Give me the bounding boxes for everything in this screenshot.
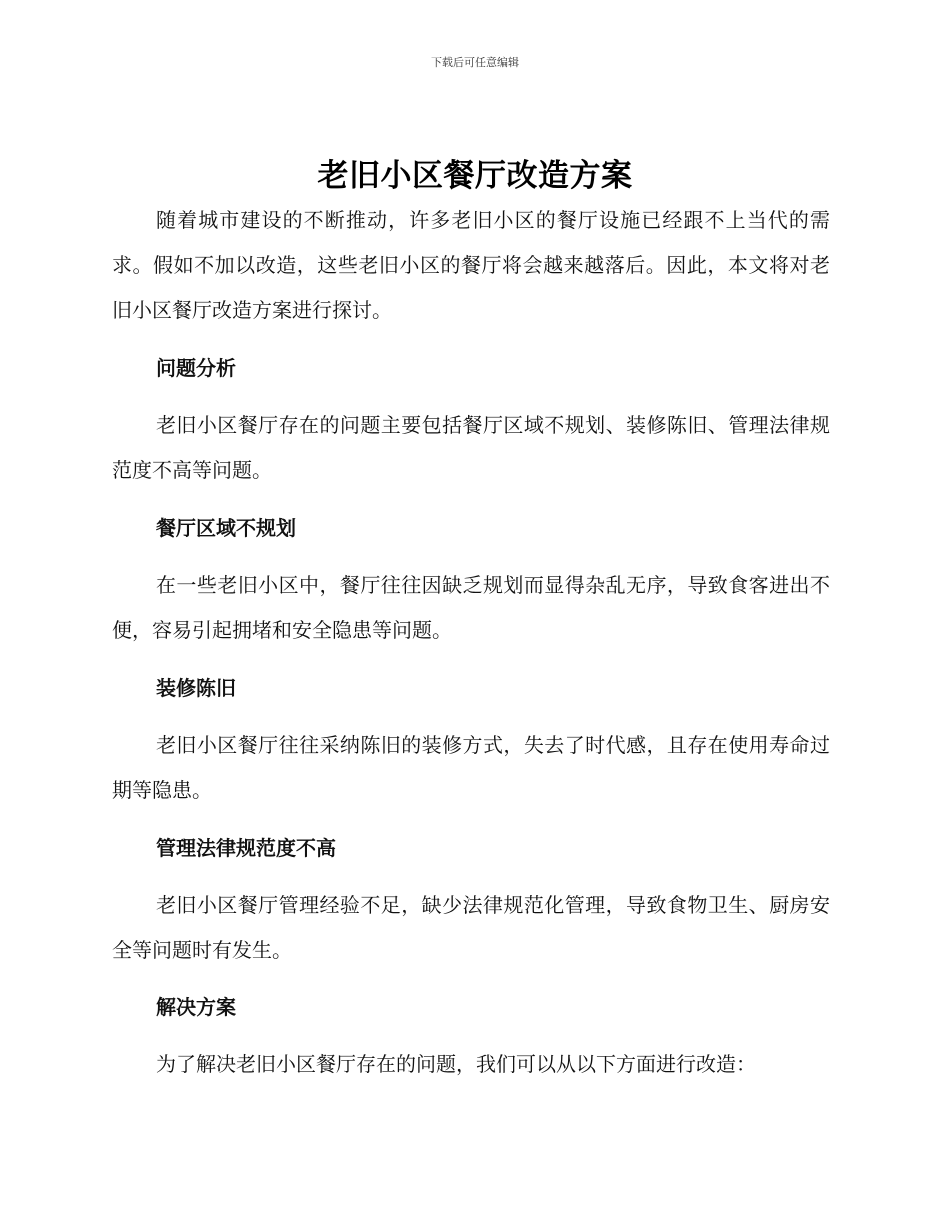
section-heading-management: 管理法律规范度不高 <box>156 836 336 860</box>
header-note: 下载后可任意编辑 <box>431 56 519 69</box>
intro-paragraph: 随着城市建设的不断推动，许多老旧小区的餐厅设施已经跟不上当代的需求。假如不加以改造，这些老旧小区的餐厅将会越来越落后。因此，本文将对老旧小区餐厅改造方案进行探讨。 <box>112 208 830 322</box>
section-heading-problem-analysis: 问题分析 <box>156 356 236 380</box>
section-heading-old-decoration: 装修陈旧 <box>156 676 236 700</box>
section-body-management: 老旧小区餐厅管理经验不足，缺少法律规范化管理，导致食物卫生、厨房安全等问题时有发生。 <box>112 893 830 962</box>
section-heading-solution: 解决方案 <box>156 995 236 1019</box>
section-heading-area-unplanned: 餐厅区域不规划 <box>156 516 296 540</box>
document-title: 老旧小区餐厅改造方案 <box>317 158 633 194</box>
section-body-area-unplanned: 在一些老旧小区中，餐厅往往因缺乏规划而显得杂乱无序，导致食客进出不便，容易引起拥堵和安全隐患等问题。 <box>112 573 830 642</box>
section-body-problem-analysis: 老旧小区餐厅存在的问题主要包括餐厅区域不规划、装修陈旧、管理法律规范度不高等问题。 <box>112 413 830 482</box>
section-body-old-decoration: 老旧小区餐厅往往采纳陈旧的装修方式，失去了时代感，且存在使用寿命过期等隐患。 <box>112 733 830 802</box>
section-body-solution: 为了解决老旧小区餐厅存在的问题，我们可以从以下方面进行改造： <box>156 1052 756 1076</box>
